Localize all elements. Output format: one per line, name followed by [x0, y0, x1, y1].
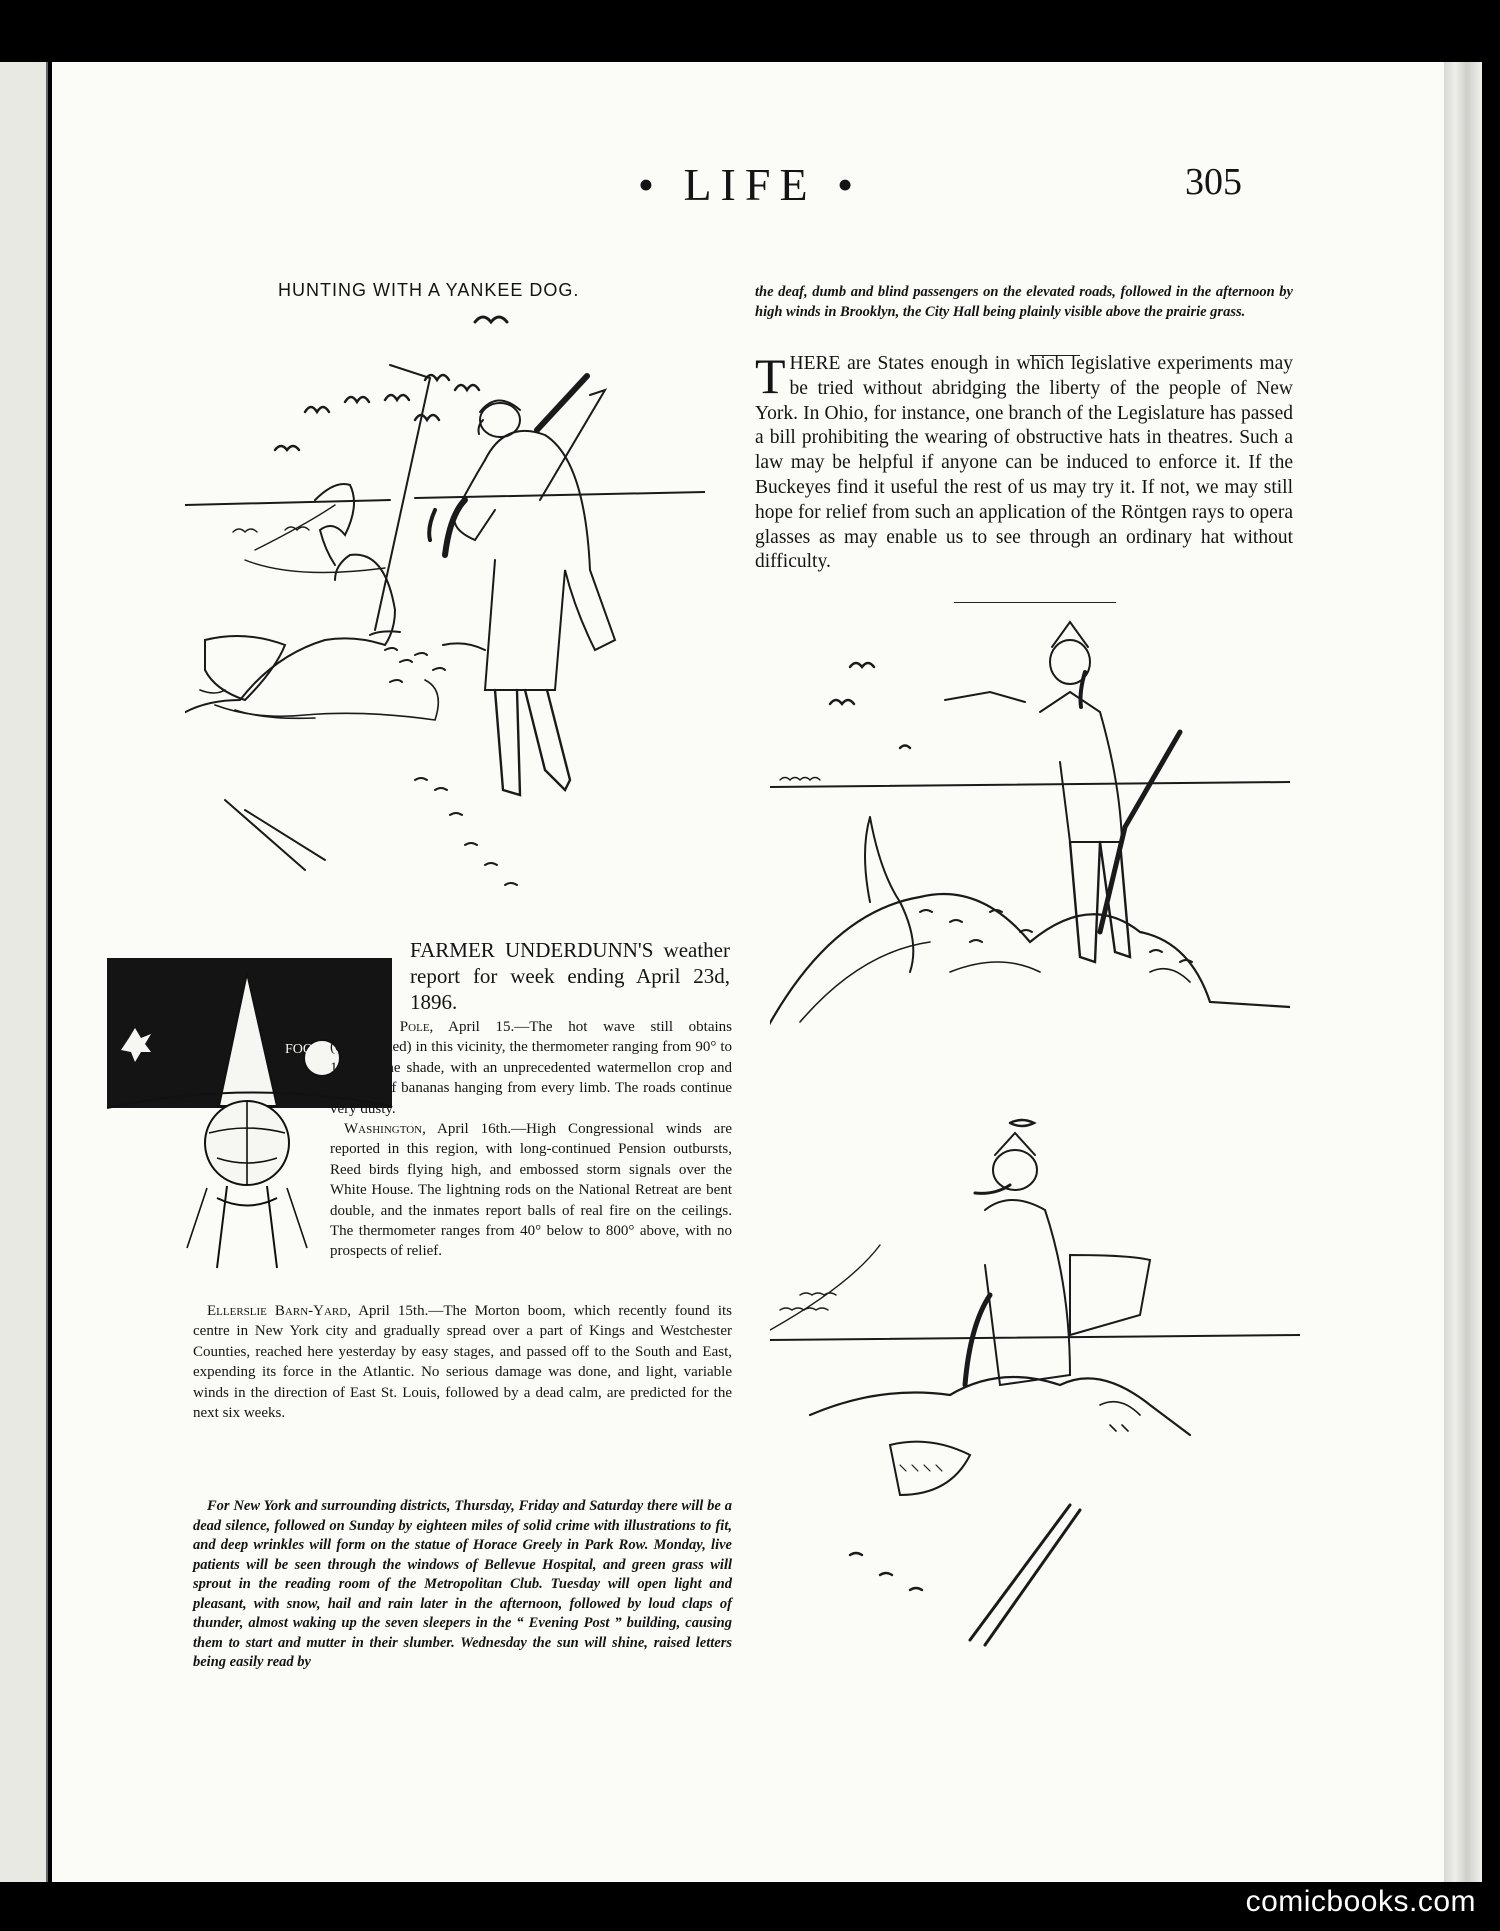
cartoon-title: HUNTING WITH A YANKEE DOG.: [278, 280, 580, 300]
facing-page-edge: [0, 62, 48, 1882]
forecast-continuation: the deaf, dumb and blind passengers on the elevated roads, followed in the afternoon by high winds in Brooklyn, the City Hall being plainly visible above the prairie grass.: [755, 284, 1293, 320]
hunter-pointing-illustration: [770, 612, 1290, 1042]
report-north-pole: North Pole, April 15.—The hot wave still obtains (copyrighted) in this vicinity, the thermometer ranging from 90° to 104° in the shade, with an unprecedented watermellon crop and bunches of bananas hanging from every limb. The roads continue very dusty.: [330, 1019, 733, 1117]
hunter-digging-illustration: [770, 1115, 1300, 1655]
weather-report-entries: [330, 1017, 732, 1262]
report-ellerslie: Ellerslie Barn-Yard, April 15th.—The Morton boom, which recently found its centre in New York city and gradually spread over a part of Kings and Westchester Counties, reached here yesterday by easy stages, and passed off to the South and East, expending its force in the Atlantic. No serious damage was done, and light, variable winds in the direction of East St. Louis, followed by a dead calm, are predicted for the next six weeks.: [193, 1303, 732, 1422]
section-divider: [954, 602, 1116, 603]
editorial-text: HERE are States enough in which legislative experiments may be tried without abridging the liberty of the people of New York. In Ohio, for instance, one branch of the Legislature has passed a bill prohibiting the wearing of obstructive hats in theatres. Such a law may be helpful if anyone can be induced to enforce it. If the Buckeyes find it useful the rest of us may try it. If not, we may still hope for relief from such an application of the Röntgen rays to opera glasses as may enable us to see through an ordinary hat without difficulty.: [755, 353, 1293, 573]
editorial-paragraph: [755, 348, 1293, 575]
masthead: • LIFE •: [637, 159, 863, 210]
page-number: 305: [1185, 161, 1242, 203]
weather-report-wide: [193, 1301, 732, 1423]
page-fore-edge: [1444, 62, 1482, 1882]
weather-report-heading: FARMER UNDERDUNN'S weather report for week ending April 23d, 1896.: [410, 938, 730, 1014]
hunter-and-dog-illustration: [185, 310, 705, 890]
report-washington: Washington, April 16th.—High Congressional winds are reported in this region, with long-continued Pension outbursts, Reed birds flying high, and embossed storm signals over the White House. The lightning rods on the National Retreat are bent double, and the inmates report balls of real fire on the ceilings. The thermometer ranges from 40° below to 800° above, with no prospects of relief.: [330, 1121, 732, 1260]
new-york-forecast: For New York and surrounding districts, Thursday, Friday and Saturday there will be a dead silence, followed on Sunday by eighteen miles of solid crime with illustrations to fit, and deep wrinkles will form on the statue of Horace Greely in Park Row. Monday, live patients will be seen through the windows of Bellevue Hospital, and green grass will sprout in the reading room of the Metropolitan Club. Tuesday will open light and pleasant, with snow, hail and rain later in the afternoon, followed by loud claps of thunder, almost waking up the seven sleepers in the “ Evening Post ” building, causing them to start and mutter in their slumber. Wednesday the sun will shine, raised letters being easily read by: [193, 1498, 732, 1670]
fool-hat-label: FOOL: [285, 1042, 322, 1057]
site-watermark: comicbooks.com: [1245, 1885, 1476, 1918]
editorial-drop-cap: T: [755, 348, 786, 404]
